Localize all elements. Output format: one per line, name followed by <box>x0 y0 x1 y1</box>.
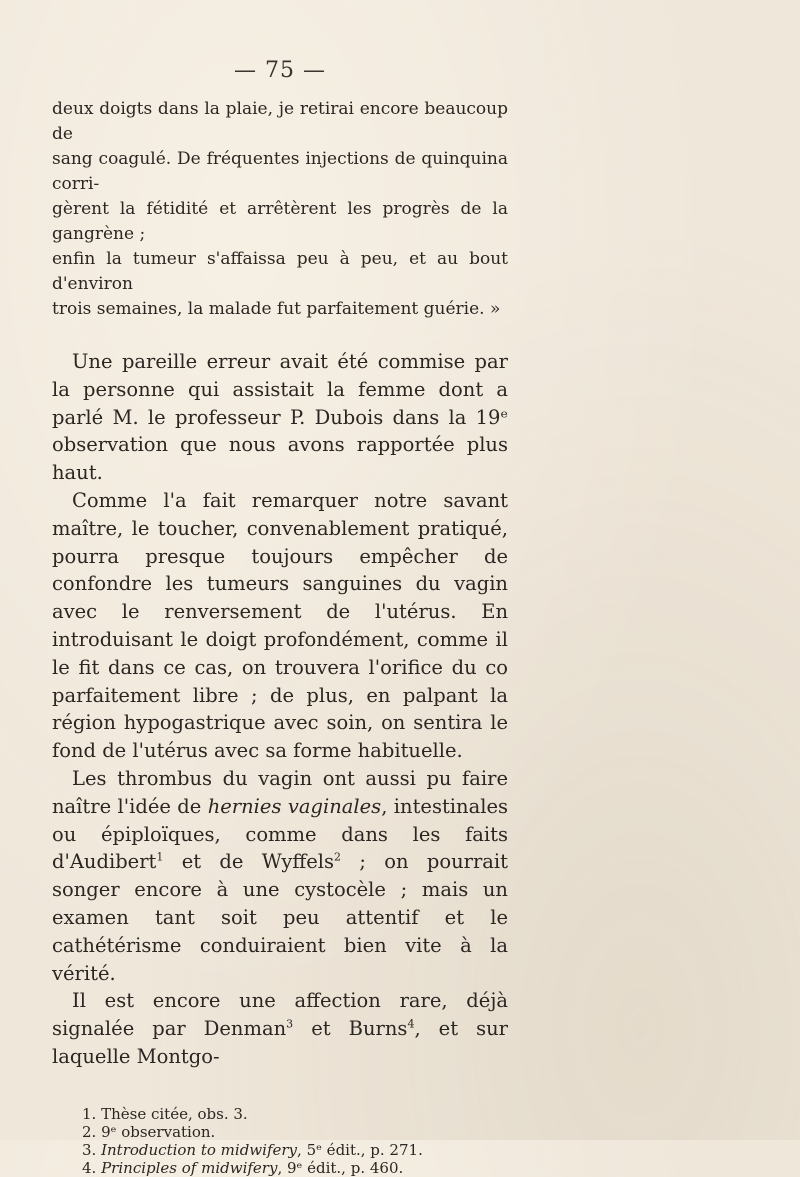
footnote-title: Principles of midwifery <box>101 1158 278 1177</box>
footnote-text: , 5ᵉ édit., p. 271. <box>297 1140 423 1159</box>
quote-line: enfin la tumeur s'affaissa peu à peu, et au bout d'environ <box>52 249 508 294</box>
p3-text: Les thrombus du vagin ont aussi pu faire naître l'idée de <box>52 766 508 818</box>
p4-text: et Burns <box>293 1017 408 1041</box>
p3-text: , intestinales ou épiploïques, comme dans les faits d'Audibert <box>52 794 508 874</box>
footnote <box>82 1105 508 1123</box>
footnote-ref: 4 <box>407 1017 415 1031</box>
footnote-number: 1. <box>82 1104 102 1123</box>
footnote-ref: 1 <box>156 850 164 864</box>
quote-line: deux doigts dans la plaie, je retirai encore beaucoup de <box>52 99 508 144</box>
p3-text: et de Wyffels <box>163 850 335 874</box>
p4-text: Il est encore une affection rare, déjà signalée par Denman <box>52 989 508 1041</box>
footnotes <box>52 1105 508 1177</box>
paragraph-2: Comme l'a fait remarquer notre savant maître, le toucher, convenablement pratiqué, pourra presque toujours empêcher de confondre les tumeurs sanguines du vagin avec le renversement de l'utérus. En introduisant le doigt profondément, comme il le fit dans ce cas, on trouvera l'orifice du co parfaitement libre ; de plus, en palpant la région hypogastrique avec soin, on sentira le fond de l'utérus avec sa forme habituelle. <box>52 488 508 763</box>
page-number: — 75 — <box>234 58 326 83</box>
paragraph-4 <box>52 987 508 1070</box>
paragraph-3 <box>52 765 508 987</box>
footnote-text: 9ᵉ observation. <box>101 1122 216 1141</box>
quote-line: gèrent la fétidité et arrêtèrent les progrès de la gangrène ; <box>52 199 508 244</box>
quote-line: sang coagulé. De fréquentes injections de quinquina corri- <box>52 149 508 194</box>
p3-text: ; on pourrait songer encore à une cystocèle ; mais un examen tant soit peu attentif et le cathétérisme conduiraient bien vite à la vérité. <box>52 850 508 985</box>
footnote-number: 2. <box>82 1122 102 1141</box>
footnote <box>82 1159 508 1177</box>
p3-italic: hernies vaginales <box>207 794 382 818</box>
footnote-number: 4. <box>82 1158 102 1177</box>
footnote-text: , 9ᵉ édit., p. 460. <box>277 1158 404 1177</box>
footnote-ref: 3 <box>286 1017 294 1031</box>
footnote-text: Thèse citée, obs. 3. <box>101 1104 248 1123</box>
quote-line: trois semaines, la malade fut parfaitement guérie. » <box>52 299 501 319</box>
quote-block <box>52 97 508 322</box>
footnote-number: 3. <box>82 1140 102 1159</box>
footnote <box>82 1123 508 1141</box>
document-page <box>52 58 508 1177</box>
paragraph-1: Une pareille erreur avait été commise par la personne qui assistait la femme dont a parlé M. le professeur P. Dubois dans la 19ᵉ observation que nous avons rapportée plus haut. <box>52 350 508 485</box>
footnote-ref: 2 <box>334 850 342 864</box>
footnote-title: Introduction to midwifery <box>101 1140 298 1159</box>
p4-text: , et sur laquelle Montgo- <box>52 1017 508 1068</box>
footnote <box>82 1141 508 1159</box>
